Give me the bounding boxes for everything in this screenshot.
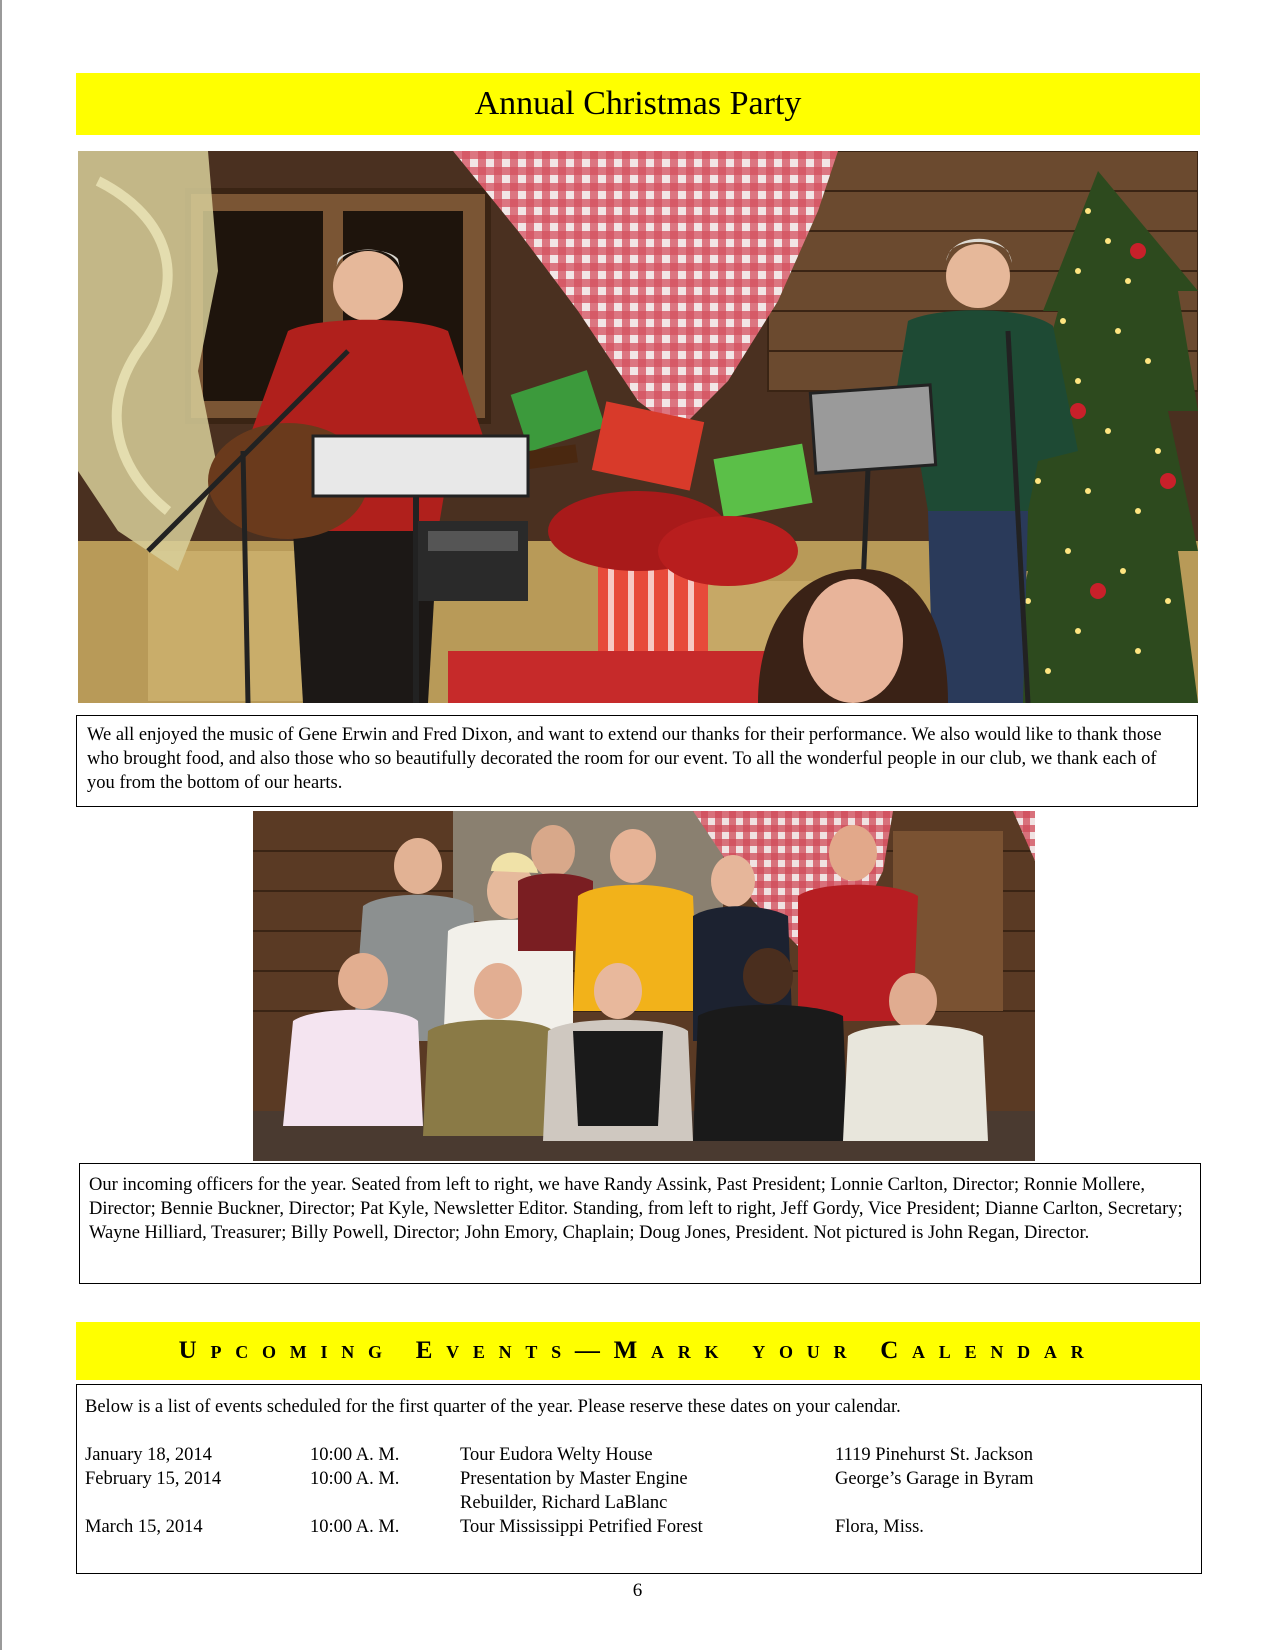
band-photo — [78, 151, 1198, 703]
title-banner — [76, 73, 1200, 135]
events-box — [76, 1384, 1202, 1574]
event-row — [85, 1467, 1193, 1515]
event-location: George’s Garage in Byram — [835, 1469, 1034, 1489]
band-caption-text: We all enjoyed the music of Gene Erwin and Fred Dixon, and want to extend our thanks for their performance. We also would like to thank those who brought food, and also those who so beautifully decorated the room for our event. To all the wonderful people in our club, we thank each of you from the bottom of our hearts. — [87, 725, 1162, 793]
page-number: 6 — [632, 1580, 643, 1601]
event-date: February 15, 2014 — [85, 1469, 222, 1489]
event-description-continued: Rebuilder, Richard LaBlanc — [460, 1493, 668, 1513]
event-date: March 15, 2014 — [85, 1517, 203, 1537]
event-description: Presentation by Master Engine — [460, 1469, 688, 1489]
event-description: Tour Mississippi Petrified Forest — [460, 1517, 703, 1537]
page-left-rule — [0, 0, 2, 1650]
event-location: Flora, Miss. — [835, 1517, 924, 1537]
events-intro: Below is a list of events scheduled for the first quarter of the year. Please reserve these dates on your calendar. — [85, 1397, 901, 1417]
officers-caption-text: Our incoming officers for the year. Seated from left to right, we have Randy Assink, Past President; Lonnie Carlton, Director; Ronnie Mollere, Director; Bennie Buckner, Director; Pat Kyle, Newsletter Editor. Standing, from left to right, Jeff Gordy, Vice President; Dianne Carlton, Secretary; Wayne Hilliard, Treasurer; Billy Powell, Director; John Emory, Chaplain; Doug Jones, President. Not pictured is John Regan, Director. — [89, 1175, 1183, 1243]
officers-caption-box — [79, 1163, 1201, 1284]
page-title: Annual Christmas Party — [474, 85, 802, 122]
event-time: 10:00 A. M. — [310, 1517, 400, 1537]
event-location: 1119 Pinehurst St. Jackson — [835, 1445, 1034, 1465]
event-date: January 18, 2014 — [85, 1445, 212, 1465]
band-caption-box — [76, 715, 1198, 807]
event-description: Tour Eudora Welty House — [460, 1445, 653, 1465]
events-heading: Upcoming Events—Mark your Calendar — [178, 1337, 1098, 1364]
events-banner — [76, 1322, 1200, 1380]
event-row — [85, 1515, 1193, 1539]
officers-photo — [253, 811, 1035, 1161]
event-time: 10:00 A. M. — [310, 1445, 400, 1465]
event-row — [85, 1443, 1193, 1467]
event-time: 10:00 A. M. — [310, 1469, 400, 1489]
